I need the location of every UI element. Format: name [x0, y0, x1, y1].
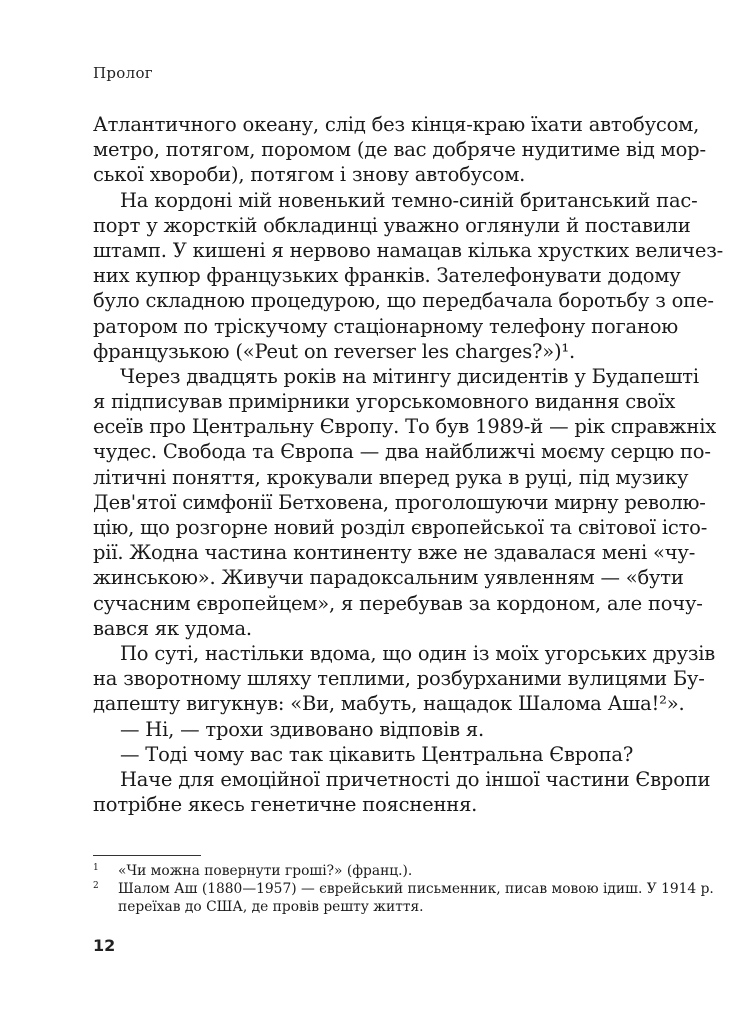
footnote-number: 2 — [93, 881, 99, 891]
text-line: літичні поняття, крокували вперед рука в руці, під музику — [93, 465, 689, 489]
text-line: на зворотному шляху теплими, розбурханими вулицями Бу- — [93, 667, 705, 691]
text-line: цію, що розгорне новий розділ європейської та світової істо- — [93, 516, 708, 539]
text-line: потрібне якесь генетичне пояснення. — [93, 793, 478, 817]
running-head: Пролог — [93, 64, 153, 82]
text-line: — Ні, — трохи здивовано відповів я. — [120, 717, 484, 741]
text-line: було складною процедурою, що передбачала боротьбу з опе- — [93, 289, 714, 313]
text-line: я підписував примірники угорськомовного видання своїх — [93, 390, 676, 414]
text-line: рії. Жодна частина континенту вже не здавалася мені «чу- — [93, 541, 696, 565]
text-line: ської хвороби), потягом і знову автобусом. — [93, 163, 526, 187]
footnote-number: 1 — [93, 863, 99, 873]
text-line: вався як удома. — [93, 616, 252, 640]
footnotes — [93, 862, 714, 916]
text-line: порт у жорсткій обкладинці уважно оглянули й поставили — [93, 213, 691, 237]
text-line: есеїв про Центральну Європу. То був 1989-й — рік справжніх — [93, 415, 717, 439]
footnote — [93, 862, 653, 880]
footnote-text: «Чи можна повернути гроші?» (франц.). — [118, 863, 413, 879]
text-line: них купюр французьких франків. Зателефонувати додому — [93, 264, 681, 288]
text-line: чудес. Свобода та Європа — два найближчі моєму серцю по- — [93, 440, 711, 464]
footnote-text: Шалом Аш (1880—1957) — єврейський письменник, писав мовою ідиш. У 1914 р. — [118, 881, 714, 897]
text-line: Наче для емоційної причетності до іншої частини Європи — [120, 767, 711, 791]
page-number: 12 — [93, 936, 116, 955]
text-line: На кордоні мій новенький темно-синій британський пас- — [120, 188, 698, 212]
text-line: По суті, настільки вдома, що один із моїх угорських друзів — [120, 641, 716, 665]
footnote-text: переїхав до США, де провів решту життя. — [118, 899, 424, 915]
text-line: французькою («Peut on reverser les charges?»)¹. — [93, 339, 576, 363]
text-line: — Тоді чому вас так цікавить Центральна Європа? — [120, 742, 634, 766]
text-line: ратором по тріскучому стаціонарному телефону поганою — [93, 314, 679, 338]
text-line: штамп. У кишені я нервово намацав кілька хрустких величез- — [93, 238, 724, 262]
text-line: Дев'ятої симфонії Бетховена, проголошуючи мирну револю- — [93, 490, 706, 514]
text-line: сучасним європейцем», я перебував за кордоном, але почу- — [93, 591, 703, 615]
text-line: Через двадцять років на мітингу дисидентів у Будапешті — [120, 364, 699, 388]
text-line: метро, потягом, поромом (де вас добряче нудитиме від мор- — [93, 138, 706, 162]
footnote-divider — [93, 855, 201, 856]
footnote — [93, 880, 714, 916]
text-line: жинською». Живучи парадоксальним уявленням — «бути — [93, 566, 684, 590]
body-text — [93, 112, 724, 817]
text-line: Атлантичного океану, слід без кінця-краю їхати автобусом, — [93, 113, 700, 136]
text-line: дапешту вигукнув: «Ви, мабуть, нащадок Шалома Аша!²». — [93, 692, 685, 716]
